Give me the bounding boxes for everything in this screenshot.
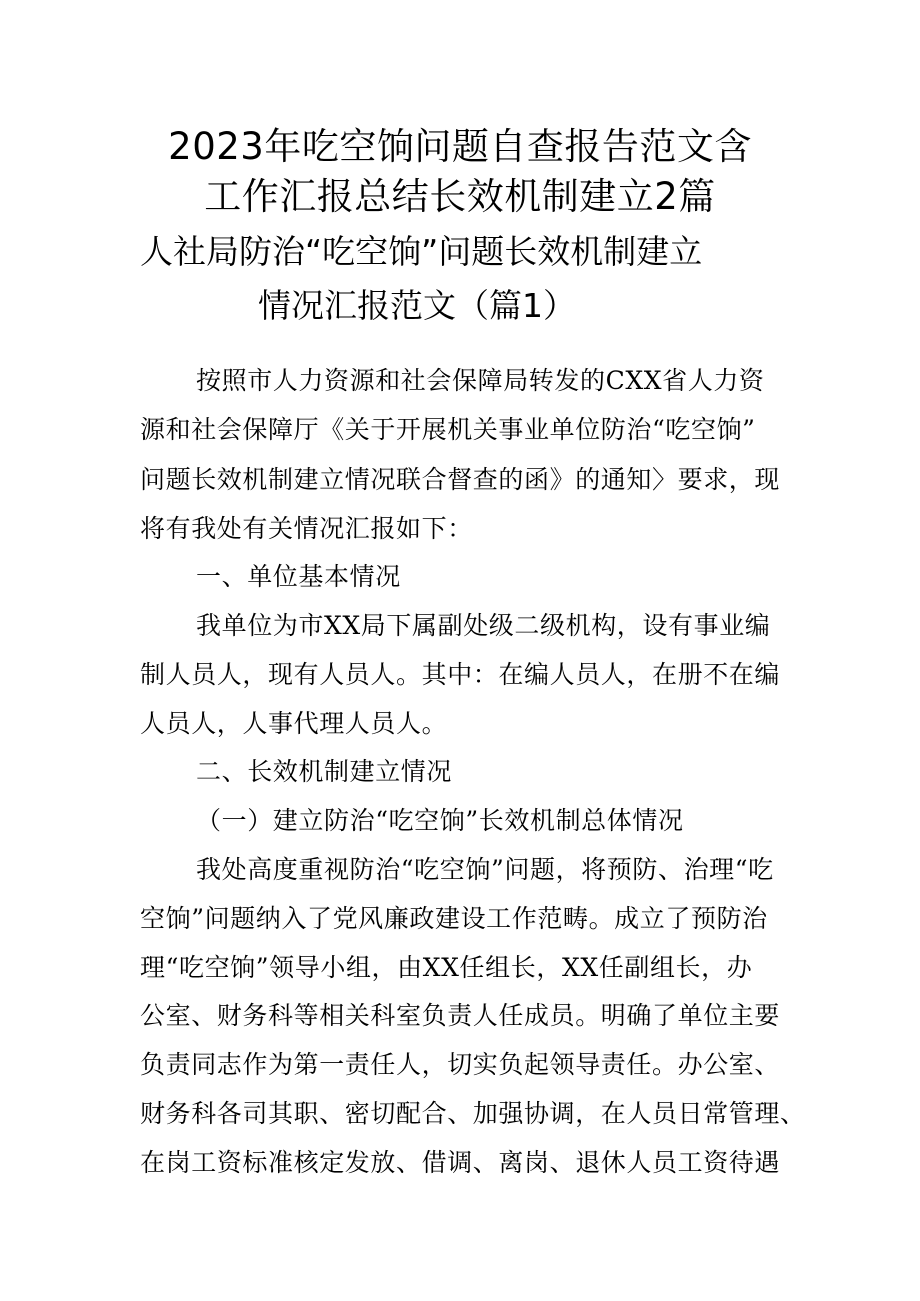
body-line-11: 我处高度重视防治“吃空饷”问题，将预防、治理“吃 xyxy=(196,855,774,884)
body-line-12: 空饷”问题纳入了党风廉政建设工作范畴。成立了预防治 xyxy=(140,904,768,933)
body-line-1: 按照市人力资源和社会保障局转发的CXX省人力资 xyxy=(196,366,765,395)
body-line-16: 财务科各司其职、密切配合、加强协调，在人员日常管理、 xyxy=(140,1099,806,1128)
body-line-17: 在岗工资标准核定发放、借调、离岗、退休人员工资待遇 xyxy=(140,1148,781,1177)
body-line-2: 源和社会保障厅《关于开展机关事业单位防治“吃空饷” xyxy=(140,415,756,444)
section-heading-line-1: 人社局防治“吃空饷”问题长效机制建立 xyxy=(140,232,703,271)
body-line-6: 我单位为市XX局下属副处级二级机构，设有事业编 xyxy=(196,611,771,640)
document-title-line-2: 工作汇报总结长效机制建立2篇 xyxy=(204,175,716,218)
document-title-line-1: 2023年吃空饷问题自查报告范文含 xyxy=(168,125,752,168)
heading-overall: （一）建立防治“吃空饷”长效机制总体情况 xyxy=(196,806,684,835)
heading-mechanism: 二、长效机制建立情况 xyxy=(196,757,453,786)
body-line-14: 公室、财务科等相关科室负责人任成员。明确了单位主要 xyxy=(140,1001,781,1030)
body-line-7: 制人员人，现有人员人。其中：在编人员人，在册不在编 xyxy=(140,660,781,689)
body-line-3: 问题长效机制建立情况联合督查的函》的通知〉要求，现 xyxy=(140,465,781,494)
heading-basic-info: 一、单位基本情况 xyxy=(196,562,401,591)
body-line-8: 人员人，人事代理人员人。 xyxy=(140,709,448,738)
body-line-4: 将有我处有关情况汇报如下： xyxy=(140,514,473,543)
body-line-13: 理“吃空饷”领导小组，由XX任组长，XX任副组长，办 xyxy=(140,953,753,982)
section-heading-line-2: 情况汇报范文（篇1） xyxy=(258,286,576,325)
body-line-15: 负责同志作为第一责任人，切实负起领导责任。办公室、 xyxy=(140,1050,781,1079)
